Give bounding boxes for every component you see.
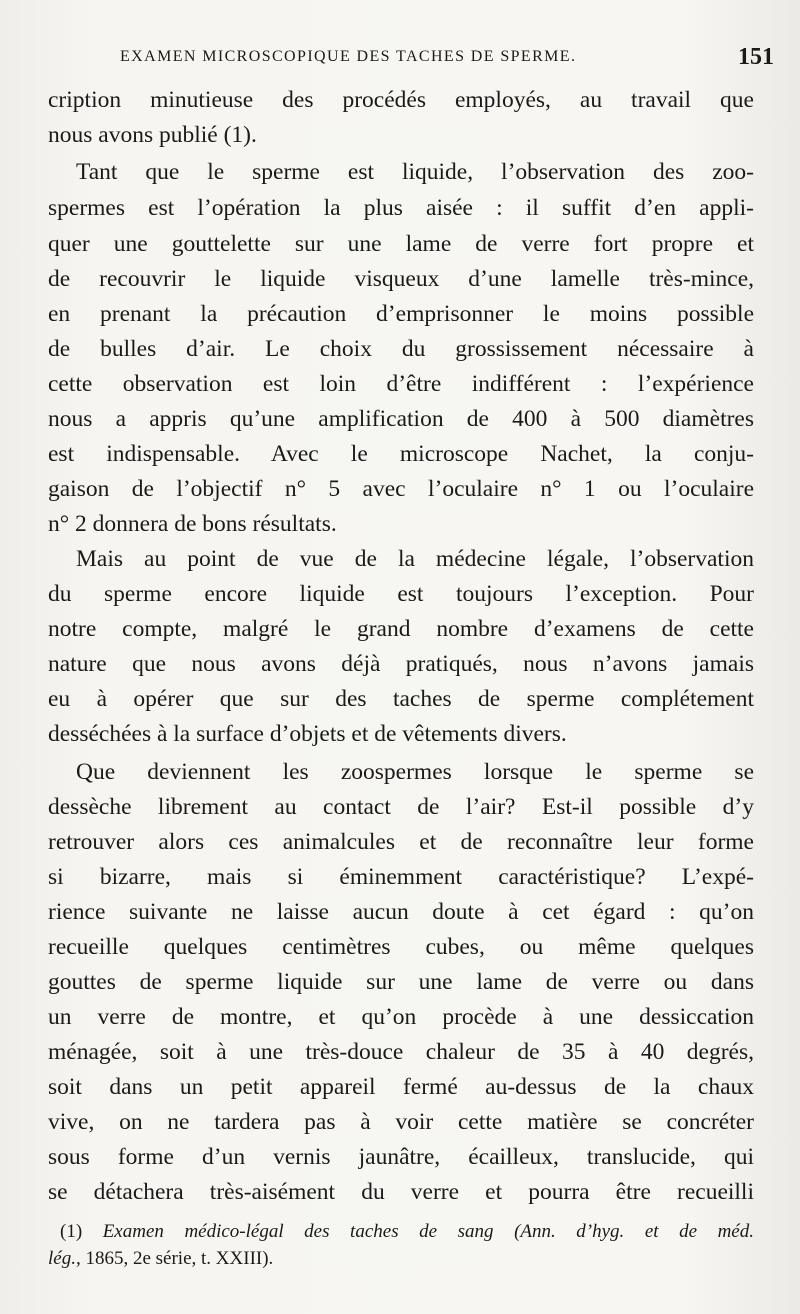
footnote-line-1 xyxy=(60,1219,754,1245)
text-line: soit dans un petit appareil fermé au-dessus de la chaux xyxy=(48,1074,754,1100)
text-line: se détachera très-aisément du verre et pourra être recueilli xyxy=(48,1179,754,1205)
text-line: nous avons publié (1). xyxy=(48,122,257,148)
text-line: n° 2 donnera de bons résultats. xyxy=(48,511,337,537)
text-line: si bizarre, mais si éminemment caractéristique? L’expé- xyxy=(48,864,754,890)
text-line: dessèche librement au contact de l’air? Est-il possible d’y xyxy=(48,794,754,820)
text-line: rience suivante ne laisse aucun doute à cet égard : qu’on xyxy=(48,899,754,925)
footnote-line-2 xyxy=(48,1246,754,1272)
text-line: recueille quelques centimètres cubes, ou même quelques xyxy=(48,934,754,960)
running-title: EXAMEN MICROSCOPIQUE DES TACHES DE SPERME. xyxy=(120,48,577,65)
text-line: desséchées à la surface d’objets et de vêtements divers. xyxy=(48,721,567,747)
footnote-journal: (Ann. d’hyg. et de méd. xyxy=(514,1221,754,1242)
paragraph-start-line: Tant que le sperme est liquide, l’observation des zoo- xyxy=(76,159,754,185)
text-line: sous forme d’un vernis jaunâtre, écailleux, translucide, qui xyxy=(48,1144,754,1170)
footnote-journal-cont: lég., xyxy=(48,1248,81,1269)
footnote-details: 1865, 2e série, t. XXIII). xyxy=(85,1248,274,1269)
text-line: gouttes de sperme liquide sur une lame de verre ou dans xyxy=(48,969,754,995)
text-line: est indispensable. Avec le microscope Nachet, la conju- xyxy=(48,441,754,467)
text-line: du sperme encore liquide est toujours l’exception. Pour xyxy=(48,581,754,607)
text-line: de recouvrir le liquide visqueux d’une lamelle très-mince, xyxy=(48,266,754,292)
text-line: notre compte, malgré le grand nombre d’examens de cette xyxy=(48,616,754,642)
text-line: en prenant la précaution d’emprisonner le moins possible xyxy=(48,301,754,327)
text-line: cette observation est loin d’être indifférent : l’expérience xyxy=(48,371,754,397)
footnote-marker: (1) xyxy=(60,1221,83,1242)
paragraph-start-line: Que deviennent les zoospermes lorsque le sperme se xyxy=(76,759,754,785)
text-line: ménagée, soit à une très-douce chaleur de 35 à 40 degrés, xyxy=(48,1039,754,1065)
text-line: gaison de l’objectif n° 5 avec l’oculaire n° 1 ou l’oculaire xyxy=(48,476,754,502)
paragraph-start-line: Mais au point de vue de la médecine légale, l’observation xyxy=(76,546,754,572)
text-line: de bulles d’air. Le choix du grossissement nécessaire à xyxy=(48,336,754,362)
text-line: un verre de montre, et qu’on procède à une dessiccation xyxy=(48,1004,754,1030)
text-line: vive, on ne tardera pas à voir cette matière se concréter xyxy=(48,1109,754,1135)
text-line: retrouver alors ces animalcules et de reconnaître leur forme xyxy=(48,829,754,855)
text-line: cription minutieuse des procédés employés, au travail que xyxy=(48,87,754,113)
text-line: nous a appris qu’une amplification de 400 à 500 diamètres xyxy=(48,406,754,432)
page-header xyxy=(120,44,780,74)
text-line: spermes est l’opération la plus aisée : il suffit d’en appli- xyxy=(48,195,754,221)
text-line: quer une gouttelette sur une lame de verre fort propre et xyxy=(48,231,754,257)
text-line: eu à opérer que sur des taches de sperme complétement xyxy=(48,686,754,712)
text-line: nature que nous avons déjà pratiqués, nous n’avons jamais xyxy=(48,651,754,677)
footnote-title: Examen médico-légal des taches de sang xyxy=(102,1221,494,1242)
page-number: 151 xyxy=(738,44,774,70)
